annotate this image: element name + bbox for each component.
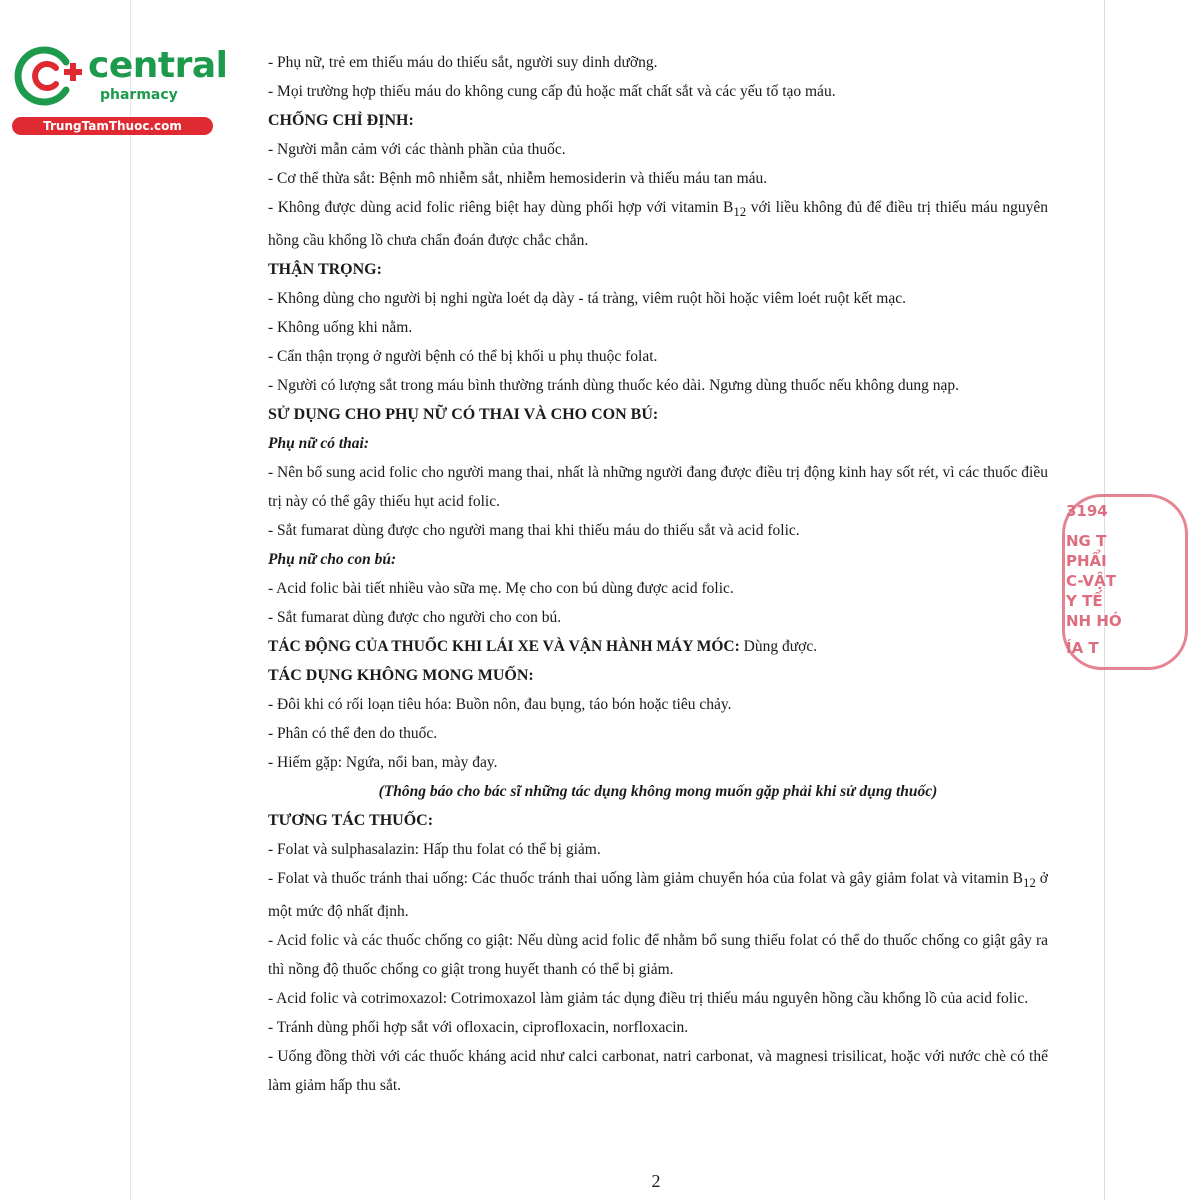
body-line: - Người có lượng sắt trong máu bình thường tránh dùng thuốc kéo dài. Ngưng dùng thuốc nếu không dung nạp.	[268, 377, 960, 395]
body-line: - Cẩn thận trọng ở người bệnh có thể bị khối u phụ thuộc folat.	[268, 348, 658, 366]
stamp-text: NH HÓ	[1066, 612, 1122, 630]
body-line: - Acid folic và cotrimoxazol: Cotrimoxazol làm giảm tác dụng điều trị thiếu máu nguyên hồng cầu khổng lồ của acid folic.	[268, 990, 1029, 1008]
page-number: 2	[651, 1171, 661, 1191]
body-line: - Người mẫn cảm với các thành phần của thuốc.	[268, 141, 566, 158]
body-line: - Hiếm gặp: Ngứa, nổi ban, mày đay.	[268, 754, 498, 772]
body-line: - Acid folic bài tiết nhiều vào sữa mẹ. Mẹ cho con bú dùng được acid folic.	[268, 580, 734, 598]
logo-brand: central	[88, 45, 228, 86]
central-pharmacy-logo[interactable]	[8, 36, 228, 136]
sub-heading: Phụ nữ có thai:	[268, 435, 370, 453]
body-line: - Phân có thể đen do thuốc.	[268, 725, 438, 743]
logo-site[interactable]: TrungTamThuoc.com	[12, 117, 213, 135]
body-line: - Cơ thể thừa sắt: Bệnh mô nhiễm sắt, nhiễm hemosiderin và thiếu máu tan máu.	[268, 170, 768, 187]
body-line: - Không dùng cho người bị nghi ngừa loét dạ dày - tá tràng, viêm ruột hồi hoặc viêm loét ruột kết mạc.	[268, 290, 906, 308]
note-line: (Thông báo cho bác sĩ những tác dụng không mong muốn gặp phải khi sử dụng thuốc)	[378, 783, 938, 801]
section-heading: THẬN TRỌNG:	[268, 261, 382, 279]
body-line: - Nên bổ sung acid folic cho người mang thai, nhất là những người đang được điều trị động kinh hay sốt rét, vì các thuốc điều trị này có thể gây thiếu hụt acid folic.	[268, 464, 1048, 511]
text-part: với liều không đủ để điều trị thiếu máu nguyên hồng cầu khổng lồ chưa chẩn đoán được chắc chắn.	[268, 199, 1048, 250]
section-heading: SỬ DỤNG CHO PHỤ NỮ CÓ THAI VÀ CHO CON BÚ:	[268, 406, 659, 424]
stamp-text: C-VẬT	[1066, 572, 1116, 590]
body-line: - Mọi trường hợp thiếu máu do không cung cấp đủ hoặc mất chất sắt và các yếu tố tạo máu.	[268, 83, 836, 100]
stamp-text: ÍA T	[1066, 639, 1099, 657]
body-line: - Đôi khi có rối loạn tiêu hóa: Buồn nôn, đau bụng, táo bón hoặc tiêu chảy.	[268, 696, 732, 714]
logo-sub: pharmacy	[100, 87, 178, 103]
page-edge-left	[130, 0, 131, 1200]
subscript: 12	[1022, 875, 1036, 891]
text-part: ở một mức độ nhất định.	[268, 870, 1048, 921]
subscript: 12	[733, 204, 747, 220]
body-line	[268, 632, 1048, 661]
leaflet-content	[268, 48, 1048, 1100]
body-line: - Sắt fumarat dùng được cho người cho con bú.	[268, 609, 562, 627]
body-line: - Folat và sulphasalazin: Hấp thu folat có thể bị giảm.	[268, 841, 601, 859]
text-part: - Folat và thuốc tránh thai uống: Các thuốc tránh thai uống làm giảm chuyển hóa của folat và gây giảm folat và vitamin B	[268, 870, 1023, 888]
section-heading-inline: TÁC ĐỘNG CỦA THUỐC KHI LÁI XE VÀ VẬN HÀNH MÁY MÓC:	[268, 638, 740, 656]
stamp-text: NG T	[1066, 532, 1107, 550]
body-line	[268, 193, 1048, 255]
body-line: - Tránh dùng phối hợp sắt với ofloxacin, ciprofloxacin, norfloxacin.	[268, 1019, 689, 1037]
body-line: - Sắt fumarat dùng được cho người mang thai khi thiếu máu do thiếu sắt và acid folic.	[268, 522, 800, 540]
company-stamp	[1062, 494, 1122, 666]
section-heading: TÁC DỤNG KHÔNG MONG MUỐN:	[268, 667, 534, 685]
section-heading: TƯƠNG TÁC THUỐC:	[268, 812, 434, 830]
text-part: - Không được dùng acid folic riêng biệt hay dùng phối hợp với vitamin B	[268, 199, 734, 216]
pharmacy-cross-icon	[8, 36, 88, 116]
body-line: - Không uống khi nằm.	[268, 319, 413, 337]
body-line	[268, 864, 1048, 926]
body-line: - Phụ nữ, trẻ em thiếu máu do thiếu sắt, người suy dinh dưỡng.	[268, 54, 658, 71]
stamp-text: 3194	[1066, 502, 1108, 520]
body-line: - Uống đồng thời với các thuốc kháng acid như calci carbonat, natri carbonat, và magnesi trisilicat, hoặc với nước chè có thể làm giảm hấp thu sắt.	[268, 1048, 1048, 1095]
section-heading: CHỐNG CHỈ ĐỊNH:	[268, 112, 414, 129]
body-line: - Acid folic và các thuốc chống co giật: Nếu dùng acid folic để nhằm bổ sung thiếu folat có thể do thuốc chống co giật gây ra thì nồng độ thuốc chống co giật trong huyết thanh có thể bị giảm.	[268, 932, 1048, 979]
text-part: Dùng được.	[739, 638, 818, 656]
stamp-text: PHẨI	[1066, 552, 1107, 570]
sub-heading: Phụ nữ cho con bú:	[268, 551, 397, 569]
stamp-text: Y TẾ	[1066, 592, 1103, 610]
